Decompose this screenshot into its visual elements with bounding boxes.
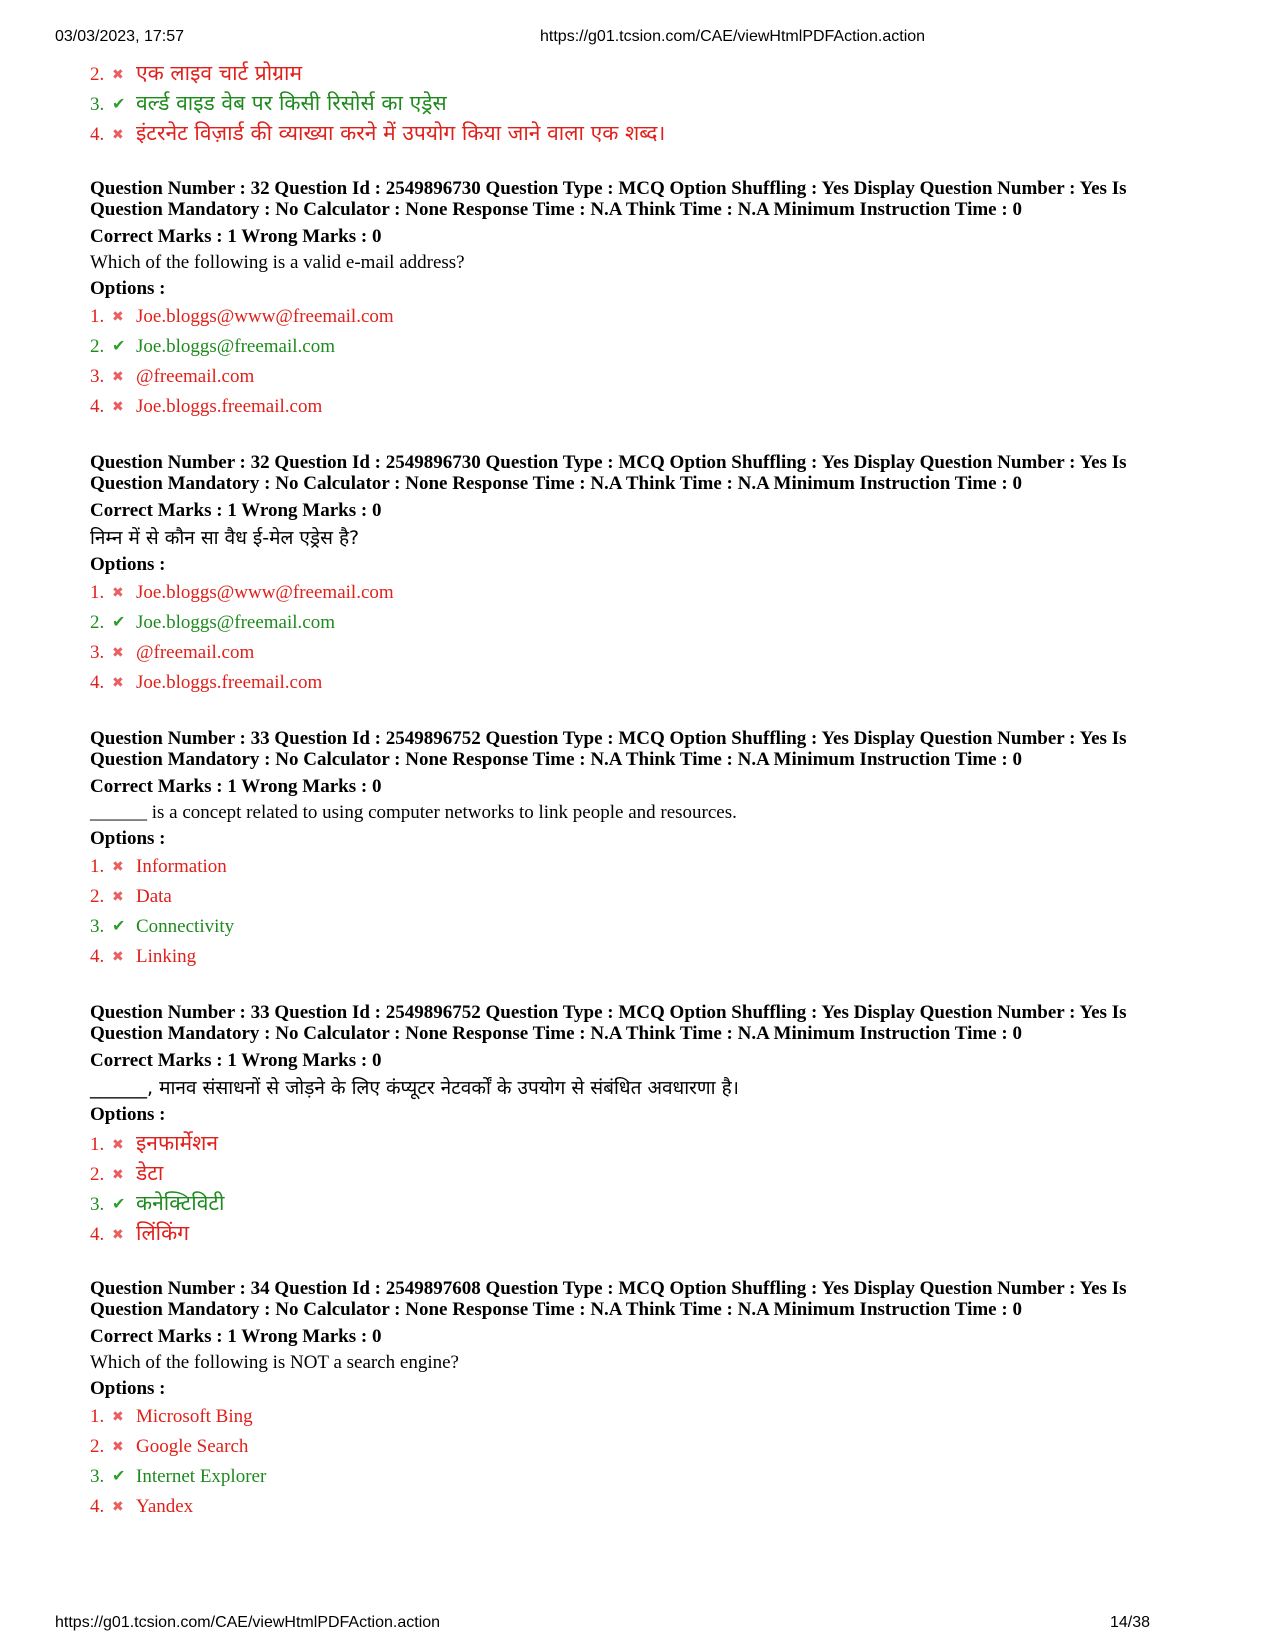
option-text: इनफार्मेशन bbox=[136, 1131, 219, 1155]
cross-icon: ✖ bbox=[112, 890, 124, 905]
option-row: 2. ✖ Google Search bbox=[90, 1432, 1210, 1462]
option-row: 2. ✔ Joe.bloggs@freemail.com bbox=[90, 608, 1210, 638]
check-icon: ✔ bbox=[112, 918, 126, 935]
question-meta: Question Number : 34 Question Id : 2549897608 Question Type : MCQ Option Shuffling : Yes Display Question Number : Yes Is Question Mandatory : No Calculator : None Response Time : N.A Think Time : N.A Minimum Instruction Time : 0 bbox=[90, 1278, 1127, 1320]
option-row: 1. ✖ Joe.bloggs@www@freemail.com bbox=[90, 302, 1210, 332]
question-marks: Correct Marks : 1 Wrong Marks : 0 bbox=[90, 1326, 382, 1347]
option-row: 4. ✖ इंटरनेट विज़ार्ड की व्याख्या करने में उपयोग किया जाने वाला एक शब्द। bbox=[90, 118, 1210, 148]
question-text: निम्न में से कौन सा वैध ई-मेल एड्रेस है? bbox=[90, 527, 360, 549]
option-text: लिंकिंग bbox=[136, 1221, 190, 1245]
option-row: 1. ✖ Joe.bloggs@www@freemail.com bbox=[90, 578, 1210, 608]
option-row: 2. ✔ Joe.bloggs@freemail.com bbox=[90, 332, 1210, 362]
option-row: 4. ✖ Joe.bloggs.freemail.com bbox=[90, 392, 1210, 422]
options-label: Options : bbox=[90, 1104, 166, 1125]
question-text: Which of the following is a valid e-mail address? bbox=[90, 252, 465, 273]
cross-icon: ✖ bbox=[112, 646, 124, 661]
option-row: 3. ✖ @freemail.com bbox=[90, 638, 1210, 668]
option-row: 3. ✔ Internet Explorer bbox=[90, 1462, 1210, 1492]
options-label: Options : bbox=[90, 828, 166, 849]
cross-icon: ✖ bbox=[112, 127, 124, 143]
question-meta: Question Number : 32 Question Id : 2549896730 Question Type : MCQ Option Shuffling : Yes Display Question Number : Yes Is Question Mandatory : No Calculator : None Response Time : N.A Think Time : N.A Minimum Instruction Time : 0 bbox=[90, 452, 1127, 494]
cross-icon: ✖ bbox=[112, 1167, 124, 1183]
question-block bbox=[90, 1002, 1210, 1248]
option-row: 4. ✖ लिंकिंग bbox=[90, 1218, 1210, 1248]
question-paper bbox=[90, 58, 1210, 1522]
question-meta: Question Number : 32 Question Id : 2549896730 Question Type : MCQ Option Shuffling : Yes Display Question Number : Yes Is Question Mandatory : No Calculator : None Response Time : N.A Think Time : N.A Minimum Instruction Time : 0 bbox=[90, 178, 1127, 220]
option-row: 4. ✖ Joe.bloggs.freemail.com bbox=[90, 668, 1210, 698]
option-text: Joe.bloggs.freemail.com bbox=[136, 672, 323, 693]
option-row: 2. ✖ डेटा bbox=[90, 1158, 1210, 1188]
option-text: Information bbox=[136, 856, 227, 877]
cross-icon: ✖ bbox=[112, 1440, 124, 1455]
question-marks: Correct Marks : 1 Wrong Marks : 0 bbox=[90, 1050, 382, 1071]
option-row: 1. ✖ Microsoft Bing bbox=[90, 1402, 1210, 1432]
cross-icon: ✖ bbox=[112, 1500, 124, 1515]
option-text: Joe.bloggs@www@freemail.com bbox=[136, 582, 394, 603]
cross-icon: ✖ bbox=[112, 1410, 124, 1425]
option-row: 1. ✖ Information bbox=[90, 852, 1210, 882]
option-text: Joe.bloggs@www@freemail.com bbox=[136, 306, 394, 327]
print-header-url: https://g01.tcsion.com/CAE/viewHtmlPDFAction.action bbox=[540, 28, 926, 45]
print-header bbox=[0, 28, 1275, 52]
cross-icon: ✖ bbox=[112, 860, 124, 875]
question-marks: Correct Marks : 1 Wrong Marks : 0 bbox=[90, 776, 382, 797]
question-text: ______, मानव संसाधनों से जोड़ने के लिए कंप्यूटर नेटवर्कों के उपयोग से संबंधित अवधारणा है। bbox=[90, 1077, 739, 1099]
option-text: Yandex bbox=[136, 1496, 194, 1517]
option-text: Data bbox=[136, 886, 172, 907]
check-icon: ✔ bbox=[112, 1194, 126, 1213]
check-icon: ✔ bbox=[112, 614, 126, 631]
option-row: 3. ✔ कनेक्टिविटी bbox=[90, 1188, 1210, 1218]
option-text: Connectivity bbox=[136, 916, 235, 937]
question-text: Which of the following is NOT a search engine? bbox=[90, 1352, 459, 1373]
option-row: 4. ✖ Linking bbox=[90, 942, 1210, 972]
cross-icon: ✖ bbox=[112, 370, 124, 385]
option-row: 2. ✖ एक लाइव चार्ट प्रोग्राम bbox=[90, 58, 1210, 88]
options-label: Options : bbox=[90, 554, 166, 575]
question-marks: Correct Marks : 1 Wrong Marks : 0 bbox=[90, 500, 382, 521]
option-text: एक लाइव चार्ट प्रोग्राम bbox=[136, 61, 303, 85]
cross-icon: ✖ bbox=[112, 950, 124, 965]
cross-icon: ✖ bbox=[112, 67, 124, 83]
carryover-options bbox=[90, 58, 1210, 148]
question-block bbox=[90, 728, 1210, 972]
page-number: 14/38 bbox=[1109, 1614, 1150, 1631]
option-text: डेटा bbox=[136, 1161, 164, 1185]
check-icon: ✔ bbox=[112, 1468, 126, 1485]
check-icon: ✔ bbox=[112, 338, 126, 355]
question-marks: Correct Marks : 1 Wrong Marks : 0 bbox=[90, 226, 382, 247]
option-text: कनेक्टिविटी bbox=[136, 1191, 225, 1215]
cross-icon: ✖ bbox=[112, 586, 124, 601]
option-text: Google Search bbox=[136, 1436, 249, 1457]
question-block bbox=[90, 452, 1210, 698]
option-text: Linking bbox=[136, 946, 197, 967]
option-row: 3. ✖ @freemail.com bbox=[90, 362, 1210, 392]
option-row: 1. ✖ इनफार्मेशन bbox=[90, 1128, 1210, 1158]
option-row: 4. ✖ Yandex bbox=[90, 1492, 1210, 1522]
print-footer bbox=[0, 1614, 1275, 1638]
option-text: @freemail.com bbox=[136, 642, 255, 663]
option-row: 3. ✔ Connectivity bbox=[90, 912, 1210, 942]
question-text: ______ is a concept related to using computer networks to link people and resources. bbox=[90, 802, 737, 823]
option-text: वर्ल्ड वाइड वेब पर किसी रिसोर्स का एड्रेस bbox=[136, 91, 447, 115]
cross-icon: ✖ bbox=[112, 310, 124, 325]
question-meta: Question Number : 33 Question Id : 2549896752 Question Type : MCQ Option Shuffling : Yes Display Question Number : Yes Is Question Mandatory : No Calculator : None Response Time : N.A Think Time : N.A Minimum Instruction Time : 0 bbox=[90, 1002, 1127, 1044]
question-block bbox=[90, 1278, 1210, 1522]
option-row: 3. ✔ वर्ल्ड वाइड वेब पर किसी रिसोर्स का एड्रेस bbox=[90, 88, 1210, 118]
option-text: @freemail.com bbox=[136, 366, 255, 387]
question-meta: Question Number : 33 Question Id : 2549896752 Question Type : MCQ Option Shuffling : Yes Display Question Number : Yes Is Question Mandatory : No Calculator : None Response Time : N.A Think Time : N.A Minimum Instruction Time : 0 bbox=[90, 728, 1127, 770]
option-text: Microsoft Bing bbox=[136, 1406, 253, 1427]
option-text: Internet Explorer bbox=[136, 1466, 267, 1487]
option-row: 2. ✖ Data bbox=[90, 882, 1210, 912]
print-footer-url: https://g01.tcsion.com/CAE/viewHtmlPDFAction.action bbox=[55, 1614, 441, 1631]
option-text: इंटरनेट विज़ार्ड की व्याख्या करने में उपयोग किया जाने वाला एक शब्द। bbox=[136, 121, 666, 145]
options-label: Options : bbox=[90, 1378, 166, 1399]
option-text: Joe.bloggs@freemail.com bbox=[136, 336, 335, 357]
check-icon: ✔ bbox=[112, 94, 126, 113]
question-block bbox=[90, 178, 1210, 422]
print-datetime: 03/03/2023, 17:57 bbox=[55, 28, 185, 45]
cross-icon: ✖ bbox=[112, 1227, 124, 1243]
option-text: Joe.bloggs@freemail.com bbox=[136, 612, 335, 633]
cross-icon: ✖ bbox=[112, 676, 124, 691]
option-text: Joe.bloggs.freemail.com bbox=[136, 396, 323, 417]
options-label: Options : bbox=[90, 278, 166, 299]
cross-icon: ✖ bbox=[112, 400, 124, 415]
cross-icon: ✖ bbox=[112, 1137, 124, 1153]
